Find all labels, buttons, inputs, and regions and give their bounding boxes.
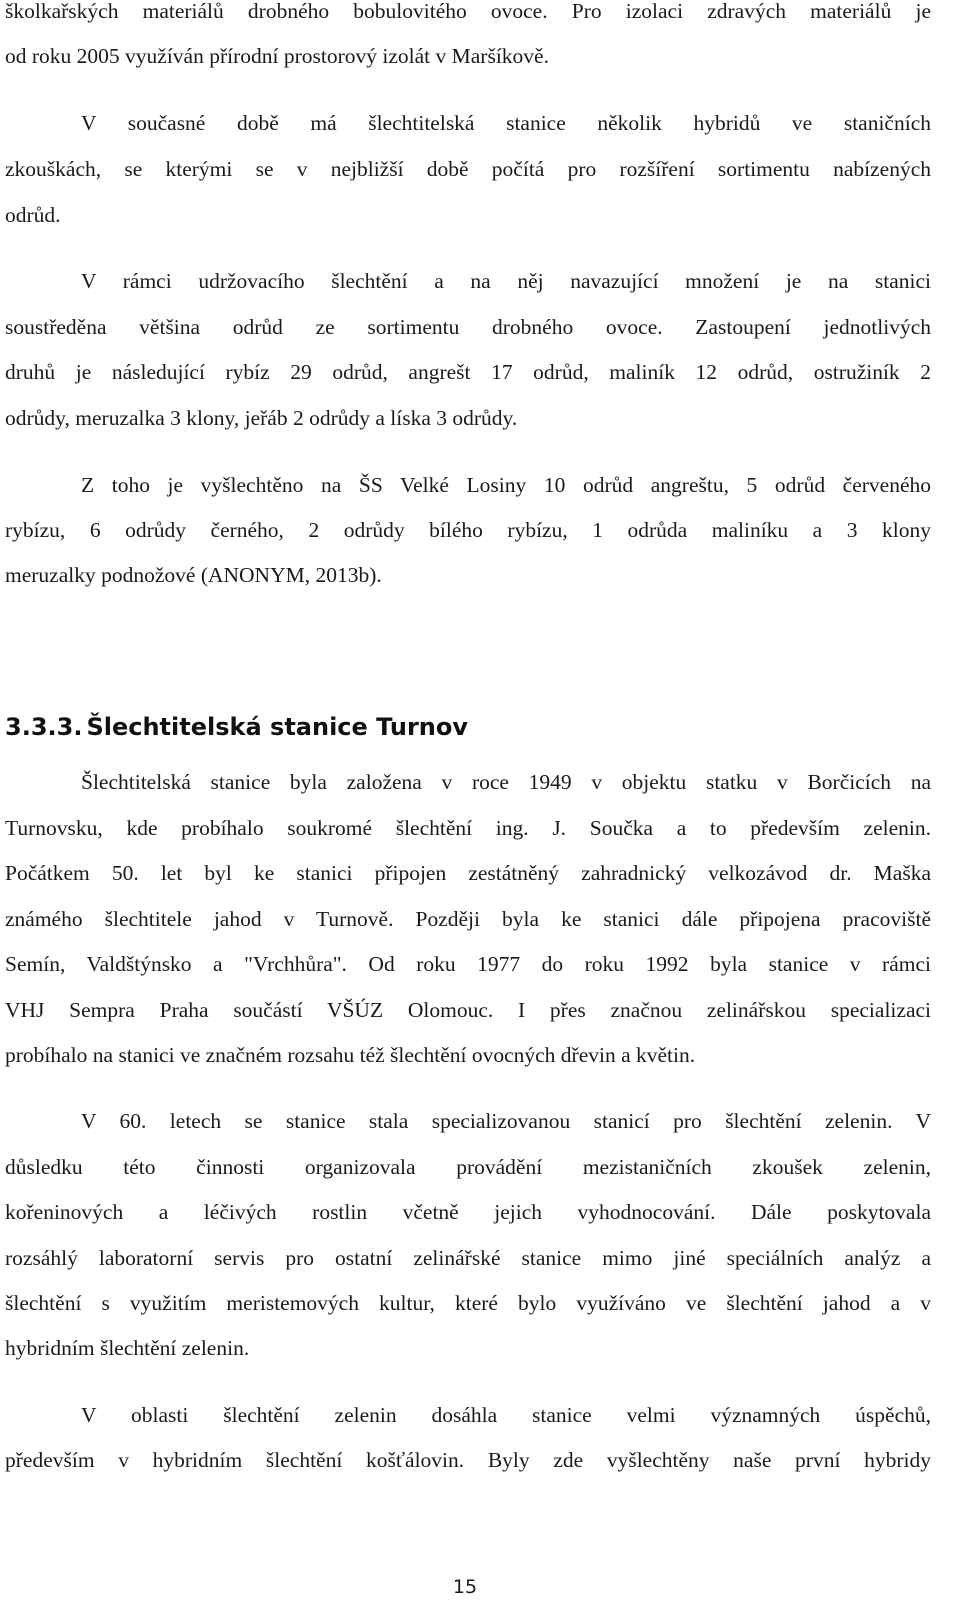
text-line: od roku 2005 využíván přírodní prostorový izolát v Maršíkově.	[5, 44, 549, 68]
text-line: Počátkem 50. let byl ke stanici připojen zestátněný zahradnický velkozávod dr. Maška	[5, 861, 931, 885]
text-line: školkařských materiálů drobného bobulovitého ovoce. Pro izolaci zdravých materiálů je	[5, 0, 931, 23]
section-heading	[5, 708, 468, 746]
text-line: Z toho je vyšlechtěno na ŠS Velké Losiny 10 odrůd angreštu, 5 odrůd červeného	[81, 473, 931, 497]
text-line: zkouškách, se kterými se v nejbližší době počítá pro rozšíření sortimentu nabízených	[5, 157, 931, 181]
text-line: rozsáhlý laboratorní servis pro ostatní zelinářské stanice mimo jiné speciálních analýz a	[5, 1246, 931, 1270]
section-title: Šlechtitelská stanice Turnov	[86, 713, 469, 741]
text-line: šlechtění s využitím meristemových kultur, které bylo využíváno ve šlechtění jahod a v	[5, 1291, 931, 1315]
text-line: hybridním šlechtění zelenin.	[5, 1336, 250, 1360]
text-line: probíhalo na stanici ve značném rozsahu též šlechtění ovocných dřevin a květin.	[5, 1043, 696, 1067]
text-line: druhů je následující rybíz 29 odrůd, angrešt 17 odrůd, maliník 12 odrůd, ostružiník 2	[5, 360, 931, 384]
text-line: VHJ Sempra Praha součástí VŠÚZ Olomouc. I přes značnou zelinářskou specializaci	[5, 998, 931, 1022]
text-line: známého šlechtitele jahod v Turnově. Později byla ke stanici dále připojena pracoviště	[5, 907, 931, 931]
text-line: V současné době má šlechtitelská stanice několik hybridů ve staničních	[81, 111, 931, 135]
text-line: Šlechtitelská stanice byla založena v roce 1949 v objektu statku v Borčicích na	[81, 770, 931, 794]
text-line: Semín, Valdštýnsko a "Vrchhůra". Od roku 1977 do roku 1992 byla stanice v rámci	[5, 952, 931, 976]
text-line: rybízu, 6 odrůdy černého, 2 odrůdy bílého rybízu, 1 odrůda maliníku a 3 klony	[5, 518, 931, 542]
text-line: kořeninových a léčivých rostlin včetně jejich vyhodnocování. Dále poskytovala	[5, 1200, 931, 1224]
text-line: odrůdy, meruzalka 3 klony, jeřáb 2 odrůdy a líska 3 odrůdy.	[5, 406, 518, 430]
text-line: důsledku této činnosti organizovala provádění mezistaničních zkoušek zelenin,	[5, 1155, 931, 1179]
page-number: 15	[452, 1576, 478, 1598]
text-line: V 60. letech se stanice stala specializovanou stanicí pro šlechtění zelenin. V	[81, 1109, 931, 1133]
text-line: především v hybridním šlechtění košťálovin. Byly zde vyšlechtěny naše první hybridy	[5, 1448, 931, 1472]
text-line: odrůd.	[5, 203, 61, 227]
text-line: soustředěna většina odrůd ze sortimentu drobného ovoce. Zastoupení jednotlivých	[5, 315, 931, 339]
text-line: V rámci udržovacího šlechtění a na něj navazující množení je na stanici	[81, 269, 931, 293]
text-line: V oblasti šlechtění zelenin dosáhla stanice velmi významných úspěchů,	[81, 1403, 931, 1427]
section-number: 3.3.3.	[5, 713, 83, 741]
text-line: meruzalky podnožové (ANONYM, 2013b).	[5, 563, 382, 587]
text-line: Turnovsku, kde probíhalo soukromé šlechtění ing. J. Součka a to především zelenin.	[5, 816, 931, 840]
